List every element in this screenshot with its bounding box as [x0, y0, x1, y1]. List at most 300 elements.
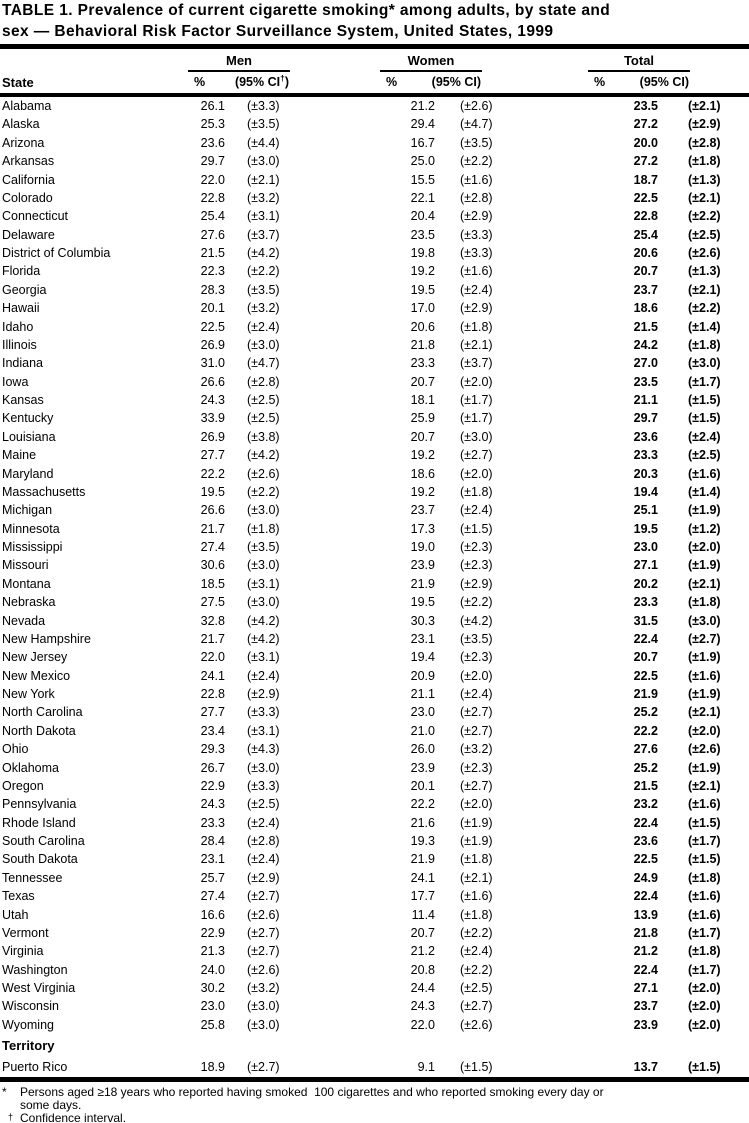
men-ci-cell: (±3.0)	[247, 503, 280, 518]
total-ci-cell: (±3.0)	[688, 613, 721, 628]
state-rows-body	[0, 97, 749, 1034]
total-pct-cell: 22.4	[633, 889, 658, 904]
state-name-cell: New Mexico	[2, 668, 71, 683]
men-ci-cell: (±1.8)	[247, 521, 280, 536]
total-pct-cell: 25.4	[633, 227, 658, 242]
state-name-cell: Idaho	[2, 319, 34, 334]
men-pct-cell: 25.3	[200, 117, 225, 132]
men-pct-cell: 22.9	[200, 778, 225, 793]
men-ci-cell: (±4.2)	[247, 246, 280, 260]
state-name-cell: Alaska	[2, 117, 40, 132]
men-ci-cell: (±4.7)	[247, 356, 280, 371]
column-header-total-ci: (95% CI)	[639, 75, 689, 89]
women-pct-cell: 21.1	[410, 687, 435, 701]
men-ci-cell: (±2.4)	[247, 815, 280, 830]
men-ci-cell: (±3.0)	[247, 999, 280, 1014]
women-ci-cell: (±3.0)	[460, 429, 493, 444]
table-row	[0, 134, 749, 152]
men-pct-cell: 27.7	[200, 448, 225, 463]
men-pct-cell: 31.0	[200, 356, 225, 371]
total-pct-cell: 29.7	[633, 411, 658, 426]
table-row	[0, 887, 749, 905]
total-ci-cell: (±1.9)	[688, 687, 721, 701]
table-header	[0, 49, 749, 93]
state-name-cell: Mississippi	[2, 540, 63, 554]
men-pct-cell: 25.4	[200, 209, 225, 224]
total-ci-cell: (±2.7)	[688, 631, 721, 646]
state-name-cell: Georgia	[2, 282, 47, 297]
women-pct-cell: 19.2	[410, 448, 435, 463]
men-pct-cell: 29.7	[200, 154, 225, 169]
total-ci-cell: (±2.6)	[688, 742, 721, 757]
table-row	[0, 226, 749, 244]
women-pct-cell: 24.1	[410, 870, 435, 885]
state-name-cell: Missouri	[2, 558, 49, 573]
state-name-cell: Illinois	[2, 337, 37, 352]
total-pct-cell: 23.7	[633, 999, 658, 1014]
total-ci-cell: (±2.0)	[688, 981, 721, 995]
men-ci-cell: (±2.7)	[247, 1060, 280, 1075]
total-pct-cell: 25.2	[633, 705, 658, 720]
women-ci-cell: (±3.3)	[460, 246, 493, 260]
total-pct-cell: 20.3	[633, 466, 658, 481]
women-pct-cell: 21.6	[410, 815, 435, 830]
women-ci-cell: (±2.7)	[460, 705, 493, 720]
women-pct-cell: 19.8	[410, 246, 435, 260]
men-ci-cell: (±2.5)	[247, 393, 280, 407]
men-ci-cell: (±2.7)	[247, 889, 280, 904]
women-pct-cell: 17.3	[410, 521, 435, 536]
men-pct-cell: 25.7	[200, 870, 225, 885]
women-pct-cell: 21.2	[410, 99, 435, 113]
total-ci-cell: (±2.1)	[688, 778, 721, 793]
total-pct-cell: 23.5	[633, 99, 658, 113]
men-pct-cell: 27.5	[200, 595, 225, 610]
men-ci-cell: (±3.0)	[247, 1017, 280, 1032]
total-ci-cell: (±1.3)	[688, 264, 721, 279]
total-pct-cell: 23.9	[633, 1017, 658, 1032]
table-row	[0, 924, 749, 942]
men-pct-cell: 23.4	[200, 723, 225, 738]
men-ci-cell: (±4.2)	[247, 613, 280, 628]
total-pct-cell: 22.4	[633, 631, 658, 646]
state-name-cell: Colorado	[2, 190, 53, 205]
men-ci-cell: (±2.4)	[247, 319, 280, 334]
total-ci-cell: (±1.5)	[688, 393, 721, 407]
total-pct-cell: 20.7	[633, 264, 658, 279]
table-title	[0, 0, 749, 42]
men-pct-cell: 23.6	[200, 135, 225, 150]
total-ci-cell: (±2.5)	[688, 448, 721, 463]
men-pct-cell: 21.5	[200, 246, 225, 260]
total-ci-cell: (±1.8)	[688, 595, 721, 610]
total-ci-cell: (±1.4)	[688, 319, 721, 334]
women-pct-cell: 24.3	[410, 999, 435, 1014]
total-pct-cell: 22.5	[633, 190, 658, 205]
total-ci-cell: (±1.6)	[688, 466, 721, 481]
footnote-smoking-definition	[0, 1086, 749, 1113]
state-name-cell: Wyoming	[2, 1017, 54, 1032]
women-ci-cell: (±2.3)	[460, 540, 493, 554]
table-row	[0, 703, 749, 721]
total-pct-cell: 31.5	[633, 613, 658, 628]
men-pct-cell: 16.6	[200, 907, 225, 922]
total-pct-cell: 13.9	[633, 907, 658, 922]
territory-rows-body	[0, 1058, 749, 1076]
total-pct-cell: 22.8	[633, 209, 658, 224]
total-pct-cell: 18.7	[633, 172, 658, 187]
state-name-cell: Nevada	[2, 613, 46, 628]
men-ci-cell: (±4.2)	[247, 448, 280, 463]
total-pct-cell: 27.1	[633, 981, 658, 995]
territory-header-row	[0, 1034, 749, 1058]
men-pct-cell: 27.6	[200, 227, 225, 242]
table-title-line2: sex — Behavioral Risk Factor Surveillance System, United States, 1999	[2, 22, 554, 40]
state-name-cell: Minnesota	[2, 521, 60, 536]
total-pct-cell: 24.9	[633, 870, 658, 885]
men-ci-cell: (±2.8)	[247, 834, 280, 848]
state-name-cell: Maine	[2, 448, 37, 463]
women-pct-cell: 23.7	[410, 503, 435, 518]
total-pct-cell: 22.5	[633, 668, 658, 683]
table-row	[0, 244, 749, 262]
table-row	[0, 318, 749, 336]
table-row	[0, 373, 749, 391]
table-row	[0, 354, 749, 372]
total-ci-cell: (±3.0)	[688, 356, 721, 371]
women-ci-cell: (±3.3)	[460, 227, 493, 242]
men-ci-cell: (±3.8)	[247, 429, 280, 444]
table-row	[0, 942, 749, 960]
state-name-cell: Connecticut	[2, 209, 69, 224]
men-pct-cell: 24.1	[200, 668, 225, 683]
women-ci-cell: (±1.8)	[460, 484, 493, 499]
men-pct-cell: 27.7	[200, 705, 225, 720]
women-ci-cell: (±2.6)	[460, 99, 493, 113]
total-pct-cell: 13.7	[633, 1060, 658, 1075]
total-ci-cell: (±1.7)	[688, 925, 721, 940]
territory-section	[0, 1034, 749, 1058]
table-row	[0, 997, 749, 1015]
men-ci-cell: (±3.3)	[247, 778, 280, 793]
women-pct-cell: 23.5	[410, 227, 435, 242]
women-ci-cell: (±2.9)	[460, 209, 493, 224]
total-pct-cell: 27.2	[633, 117, 658, 132]
state-name-cell: Oregon	[2, 778, 44, 793]
table-row	[0, 759, 749, 777]
men-ci-cell: (±3.3)	[247, 99, 280, 113]
women-ci-cell: (±2.3)	[460, 650, 493, 665]
total-ci-cell: (±2.0)	[688, 723, 721, 738]
women-ci-cell: (±2.9)	[460, 301, 493, 316]
men-pct-cell: 22.0	[200, 650, 225, 665]
state-name-cell: West Virginia	[2, 981, 76, 995]
women-ci-cell: (±2.3)	[460, 760, 493, 775]
table-row	[0, 281, 749, 299]
column-group-women	[380, 53, 482, 89]
column-subheader-total	[588, 72, 690, 89]
women-ci-cell: (±2.4)	[460, 503, 493, 518]
state-name-cell: South Dakota	[2, 852, 78, 867]
column-subheader-women	[380, 72, 482, 89]
women-ci-cell: (±2.4)	[460, 687, 493, 701]
total-ci-cell: (±1.5)	[688, 1060, 721, 1075]
column-subheader-men	[188, 72, 290, 89]
total-pct-cell: 23.5	[633, 374, 658, 389]
table-row	[0, 262, 749, 280]
men-ci-cell: (±3.1)	[247, 650, 280, 665]
state-name-cell: Virginia	[2, 944, 44, 959]
total-ci-cell: (±1.5)	[688, 815, 721, 830]
column-header-total-pct: %	[594, 75, 606, 89]
state-name-cell: Kansas	[2, 393, 44, 407]
men-ci-cell: (±2.5)	[247, 411, 280, 426]
total-ci-cell: (±2.5)	[688, 227, 721, 242]
state-name-cell: New Hampshire	[2, 631, 91, 646]
total-ci-cell: (±1.4)	[688, 484, 721, 499]
men-pct-cell: 30.6	[200, 558, 225, 573]
women-ci-cell: (±2.5)	[460, 981, 493, 995]
total-pct-cell: 21.5	[633, 319, 658, 334]
table-row	[0, 648, 749, 666]
total-ci-cell: (±1.8)	[688, 154, 721, 169]
women-ci-cell: (±1.9)	[460, 834, 493, 848]
table-row	[0, 336, 749, 354]
women-ci-cell: (±2.2)	[460, 925, 493, 940]
women-pct-cell: 19.4	[410, 650, 435, 665]
smoking-prevalence-table	[0, 97, 749, 1077]
table-row	[0, 1058, 749, 1076]
state-name-cell: South Carolina	[2, 834, 85, 848]
men-ci-cell: (±2.6)	[247, 907, 280, 922]
women-pct-cell: 20.6	[410, 319, 435, 334]
table-row	[0, 593, 749, 611]
women-pct-cell: 21.0	[410, 723, 435, 738]
women-pct-cell: 20.8	[410, 962, 435, 977]
total-pct-cell: 27.2	[633, 154, 658, 169]
men-ci-cell: (±3.5)	[247, 282, 280, 297]
men-ci-cell: (±3.0)	[247, 558, 280, 573]
total-ci-cell: (±1.9)	[688, 650, 721, 665]
state-name-cell: Kentucky	[2, 411, 54, 426]
women-ci-cell: (±1.7)	[460, 411, 493, 426]
total-ci-cell: (±1.7)	[688, 962, 721, 977]
total-ci-cell: (±1.2)	[688, 521, 721, 536]
column-group-women-label: Women	[380, 53, 482, 72]
men-pct-cell: 28.4	[200, 834, 225, 848]
total-pct-cell: 23.3	[633, 448, 658, 463]
total-ci-cell: (±2.9)	[688, 117, 721, 132]
women-pct-cell: 15.5	[410, 172, 435, 187]
table-row	[0, 961, 749, 979]
women-pct-cell: 22.1	[410, 190, 435, 205]
men-pct-cell: 22.3	[200, 264, 225, 279]
column-group-men	[188, 53, 290, 89]
men-pct-cell: 24.0	[200, 962, 225, 977]
total-pct-cell: 23.6	[633, 429, 658, 444]
men-pct-cell: 24.3	[200, 797, 225, 812]
total-pct-cell: 19.5	[633, 521, 658, 536]
men-ci-cell: (±3.5)	[247, 540, 280, 554]
men-pct-cell: 26.9	[200, 429, 225, 444]
asterisk-footnote-marker: *	[2, 1084, 7, 1099]
footnote-ci-definition	[0, 1112, 749, 1123]
women-ci-cell: (±4.2)	[460, 613, 493, 628]
total-ci-cell: (±2.8)	[688, 135, 721, 150]
state-name-cell: New York	[2, 687, 55, 701]
women-pct-cell: 29.4	[410, 117, 435, 132]
column-header-women-ci: (95% CI)	[431, 75, 481, 89]
men-ci-cell: (±3.0)	[247, 337, 280, 352]
state-name-cell: North Carolina	[2, 705, 83, 720]
total-ci-cell: (±1.9)	[688, 760, 721, 775]
men-ci-cell: (±3.1)	[247, 209, 280, 224]
men-pct-cell: 32.8	[200, 613, 225, 628]
men-ci-cell: (±2.4)	[247, 668, 280, 683]
total-pct-cell: 25.2	[633, 760, 658, 775]
table-row	[0, 115, 749, 133]
men-ci-cell: (±3.0)	[247, 595, 280, 610]
table-row	[0, 171, 749, 189]
table-row	[0, 630, 749, 648]
dagger-footnote-mark: †	[280, 72, 285, 83]
total-pct-cell: 21.1	[633, 393, 658, 407]
women-ci-cell: (±2.7)	[460, 778, 493, 793]
men-pct-cell: 20.1	[200, 301, 225, 316]
total-pct-cell: 21.9	[633, 687, 658, 701]
total-ci-cell: (±2.0)	[688, 1017, 721, 1032]
men-pct-cell: 22.2	[200, 466, 225, 481]
state-name-cell: Indiana	[2, 356, 44, 371]
women-ci-cell: (±2.0)	[460, 668, 493, 683]
total-ci-cell: (±1.5)	[688, 411, 721, 426]
women-pct-cell: 19.2	[410, 264, 435, 279]
total-pct-cell: 23.6	[633, 834, 658, 848]
table-row	[0, 391, 749, 409]
men-ci-cell: (±2.7)	[247, 925, 280, 940]
women-pct-cell: 17.0	[410, 301, 435, 316]
total-pct-cell: 27.6	[633, 742, 658, 757]
women-pct-cell: 26.0	[410, 742, 435, 757]
total-ci-cell: (±2.1)	[688, 190, 721, 205]
footnote-text: Persons aged ≥18 years who reported having smoked 100 cigarettes and who reported smoking every day or some days.	[20, 1084, 604, 1112]
men-ci-cell: (±3.7)	[247, 227, 280, 242]
men-pct-cell: 21.3	[200, 944, 225, 959]
men-pct-cell: 22.0	[200, 172, 225, 187]
women-pct-cell: 20.4	[410, 209, 435, 224]
women-pct-cell: 25.9	[410, 411, 435, 426]
men-pct-cell: 22.9	[200, 925, 225, 940]
men-ci-cell: (±2.2)	[247, 484, 280, 499]
women-ci-cell: (±1.5)	[460, 521, 493, 536]
total-pct-cell: 21.2	[633, 944, 658, 959]
men-ci-cell: (±3.5)	[247, 117, 280, 132]
women-ci-cell: (±2.6)	[460, 1017, 493, 1032]
men-ci-cell: (±2.6)	[247, 962, 280, 977]
table-row	[0, 409, 749, 427]
column-header-men-pct: %	[194, 75, 206, 89]
state-name-cell: Nebraska	[2, 595, 56, 610]
total-ci-cell: (±2.1)	[688, 576, 721, 591]
women-ci-cell: (±1.5)	[460, 1060, 493, 1075]
women-ci-cell: (±1.6)	[460, 889, 493, 904]
table-row	[0, 685, 749, 703]
total-ci-cell: (±1.6)	[688, 797, 721, 812]
column-group-total-label: Total	[588, 53, 690, 72]
state-name-cell: Arizona	[2, 135, 45, 150]
table-row	[0, 299, 749, 317]
state-name-cell: Ohio	[2, 742, 29, 757]
women-ci-cell: (±1.8)	[460, 319, 493, 334]
total-pct-cell: 20.6	[633, 246, 658, 260]
state-name-cell: Texas	[2, 889, 35, 904]
women-pct-cell: 19.5	[410, 282, 435, 297]
state-name-cell: Florida	[2, 264, 41, 279]
men-pct-cell: 22.5	[200, 319, 225, 334]
women-pct-cell: 20.7	[410, 429, 435, 444]
men-ci-cell: (±2.7)	[247, 944, 280, 959]
total-pct-cell: 24.2	[633, 337, 658, 352]
men-pct-cell: 22.8	[200, 190, 225, 205]
men-ci-cell: (±3.0)	[247, 760, 280, 775]
total-pct-cell: 27.0	[633, 356, 658, 371]
men-pct-cell: 26.6	[200, 374, 225, 389]
men-pct-cell: 18.9	[200, 1060, 225, 1075]
total-pct-cell: 27.1	[633, 558, 658, 573]
total-ci-cell: (±1.8)	[688, 870, 721, 885]
total-pct-cell: 21.8	[633, 925, 658, 940]
women-ci-cell: (±2.0)	[460, 374, 493, 389]
women-ci-cell: (±3.7)	[460, 356, 493, 371]
state-name-cell: Vermont	[2, 925, 49, 940]
women-ci-cell: (±2.7)	[460, 723, 493, 738]
men-pct-cell: 26.6	[200, 503, 225, 518]
total-ci-cell: (±1.6)	[688, 889, 721, 904]
women-ci-cell: (±2.4)	[460, 282, 493, 297]
total-ci-cell: (±1.8)	[688, 337, 721, 352]
men-pct-cell: 29.3	[200, 742, 225, 757]
men-ci-cell: (±3.3)	[247, 705, 280, 720]
men-ci-cell: (±2.9)	[247, 870, 280, 885]
state-name-cell: Montana	[2, 576, 51, 591]
women-pct-cell: 24.4	[410, 981, 435, 995]
men-pct-cell: 23.3	[200, 815, 225, 830]
total-ci-cell: (±1.8)	[688, 944, 721, 959]
men-pct-cell: 22.8	[200, 687, 225, 701]
table-row	[0, 777, 749, 795]
men-ci-cell: (±2.4)	[247, 852, 280, 867]
total-pct-cell: 23.2	[633, 797, 658, 812]
state-name-cell: Alabama	[2, 99, 52, 113]
women-pct-cell: 21.2	[410, 944, 435, 959]
table-row	[0, 152, 749, 170]
territory-label: Territory	[2, 1038, 55, 1054]
total-ci-cell: (±2.1)	[688, 282, 721, 297]
table-row	[0, 207, 749, 225]
women-pct-cell: 21.9	[410, 852, 435, 867]
men-ci-cell: (±2.6)	[247, 466, 280, 481]
table-row	[0, 189, 749, 207]
women-pct-cell: 16.7	[410, 135, 435, 150]
state-name-cell: Pennsylvania	[2, 797, 77, 812]
women-pct-cell: 9.1	[417, 1060, 435, 1075]
women-pct-cell: 19.2	[410, 484, 435, 499]
total-ci-cell: (±2.1)	[688, 99, 721, 113]
total-pct-cell: 23.0	[633, 540, 658, 554]
women-pct-cell: 23.3	[410, 356, 435, 371]
total-ci-cell: (±2.1)	[688, 705, 721, 720]
women-ci-cell: (±3.2)	[460, 742, 493, 757]
